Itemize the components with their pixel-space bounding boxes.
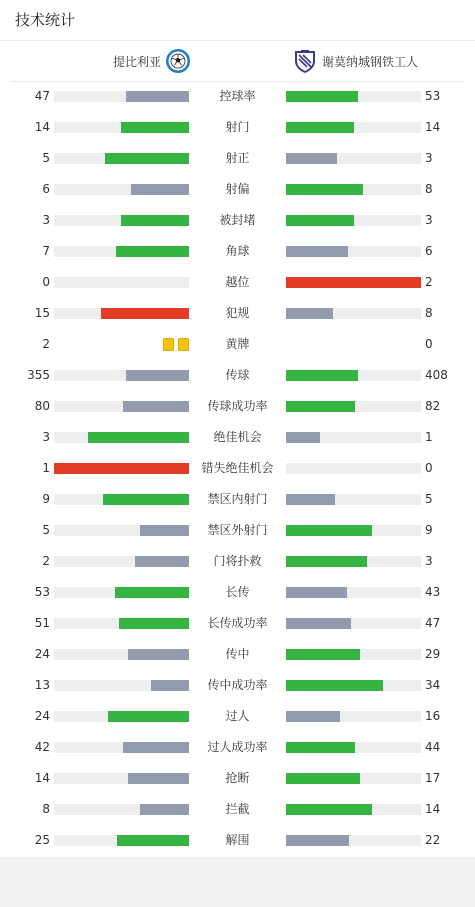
away-bar-track <box>286 277 421 288</box>
home-bar-track <box>54 463 189 474</box>
home-bar-fill <box>128 773 189 784</box>
away-bar-track <box>286 246 421 257</box>
stat-label: 过人成功率 <box>207 740 268 754</box>
home-value: 25 <box>34 833 50 847</box>
stats-list <box>0 81 475 856</box>
home-bar-track <box>54 525 189 536</box>
away-bar-fill <box>286 711 340 722</box>
stat-row <box>0 298 475 329</box>
stat-label: 长传 <box>225 585 250 599</box>
home-bar-fill <box>126 91 189 102</box>
stat-label: 拦截 <box>225 802 250 816</box>
away-value: 3 <box>425 151 433 165</box>
away-bar-track <box>286 494 421 505</box>
home-bar-fill <box>105 153 189 164</box>
home-value: 2 <box>42 337 50 351</box>
home-bar-track <box>54 122 189 133</box>
stat-label: 越位 <box>225 275 250 289</box>
away-value: 29 <box>425 647 441 661</box>
home-bar-track <box>54 215 189 226</box>
home-value: 80 <box>34 399 50 413</box>
stat-label: 黄牌 <box>225 337 250 351</box>
stat-row <box>0 391 475 422</box>
home-value: 5 <box>42 523 50 537</box>
home-bar-fill <box>121 215 189 226</box>
home-bar-fill <box>131 184 189 195</box>
away-bar-track <box>286 556 421 567</box>
stat-label: 射正 <box>225 151 250 165</box>
stat-row <box>0 81 475 112</box>
away-bar-track <box>286 587 421 598</box>
stat-label: 射门 <box>225 120 250 134</box>
away-value: 2 <box>425 275 433 289</box>
away-bar-fill <box>286 835 349 846</box>
home-bar-fill <box>108 711 189 722</box>
stat-row <box>0 360 475 391</box>
away-bar-fill <box>286 401 355 412</box>
away-bar-fill <box>286 432 320 443</box>
home-value: 15 <box>34 306 50 320</box>
home-bar-track <box>54 556 189 567</box>
home-bar-fill <box>115 587 189 598</box>
away-bar-fill <box>286 184 363 195</box>
home-bar-fill <box>119 618 189 629</box>
away-bar-track <box>286 742 421 753</box>
away-value: 8 <box>425 306 433 320</box>
stat-label: 抢断 <box>225 771 250 785</box>
stat-label: 禁区外射门 <box>207 523 268 537</box>
home-value: 53 <box>34 585 50 599</box>
home-value: 7 <box>42 244 50 258</box>
shield-crest-icon <box>292 48 318 74</box>
home-value: 51 <box>34 616 50 630</box>
teams-header <box>10 41 465 82</box>
stat-label: 长传成功率 <box>207 616 268 630</box>
home-bar-track <box>54 711 189 722</box>
away-bar-track <box>286 680 421 691</box>
stat-row <box>0 112 475 143</box>
stat-label: 传中 <box>225 647 250 661</box>
home-bar-track <box>54 308 189 319</box>
home-bar-fill <box>128 649 189 660</box>
away-value: 22 <box>425 833 441 847</box>
home-bar-track <box>54 680 189 691</box>
home-bar-fill <box>123 742 189 753</box>
away-bar-track <box>286 370 421 381</box>
stat-label: 角球 <box>225 244 250 258</box>
away-bar-track <box>286 649 421 660</box>
home-bar-fill <box>116 246 189 257</box>
home-bar-track <box>54 649 189 660</box>
stat-row <box>0 205 475 236</box>
home-value: 14 <box>34 120 50 134</box>
home-bar-track <box>54 835 189 846</box>
away-value: 408 <box>425 368 448 382</box>
home-bar-track <box>54 401 189 412</box>
home-bar-fill <box>135 556 189 567</box>
home-bar-fill <box>140 804 189 815</box>
away-team-name: 谢莫纳城钢铁工人 <box>322 54 419 69</box>
stat-label: 传中成功率 <box>207 678 268 692</box>
stat-row <box>0 670 475 701</box>
away-value: 9 <box>425 523 433 537</box>
stat-label: 门将扑救 <box>213 554 262 568</box>
yellow-card-icon <box>163 338 174 351</box>
away-bar-fill <box>286 680 383 691</box>
stat-label: 被封堵 <box>219 213 256 227</box>
away-value: 14 <box>425 802 441 816</box>
home-value: 42 <box>34 740 50 754</box>
away-bar-fill <box>286 370 358 381</box>
away-bar-track <box>286 91 421 102</box>
stat-row <box>0 701 475 732</box>
stat-row <box>0 546 475 577</box>
stat-row <box>0 143 475 174</box>
away-value: 34 <box>425 678 441 692</box>
home-value: 6 <box>42 182 50 196</box>
home-bar-fill <box>151 680 189 691</box>
away-value: 5 <box>425 492 433 506</box>
stat-row <box>0 794 475 825</box>
home-value: 3 <box>42 213 50 227</box>
away-bar-track <box>286 215 421 226</box>
home-bar-track <box>54 432 189 443</box>
home-bar-track <box>54 773 189 784</box>
home-bar-track <box>54 618 189 629</box>
away-bar-fill <box>286 277 421 288</box>
home-bar-fill <box>121 122 189 133</box>
stat-row <box>0 453 475 484</box>
home-value: 47 <box>34 89 50 103</box>
stat-row <box>0 329 475 360</box>
home-team[interactable] <box>113 48 191 74</box>
away-value: 47 <box>425 616 441 630</box>
away-bar-track <box>286 432 421 443</box>
home-bar-fill <box>103 494 189 505</box>
away-bar-track <box>286 153 421 164</box>
stat-row <box>0 515 475 546</box>
home-bar-track <box>54 277 189 288</box>
stat-label: 过人 <box>225 709 250 723</box>
home-value: 14 <box>34 771 50 785</box>
away-value: 14 <box>425 120 441 134</box>
away-bar-track <box>286 308 421 319</box>
away-bar-fill <box>286 91 358 102</box>
stat-row <box>0 763 475 794</box>
football-club-badge-icon <box>165 48 191 74</box>
stat-label: 射偏 <box>225 182 250 196</box>
away-bar-track <box>286 804 421 815</box>
home-value: 2 <box>42 554 50 568</box>
away-bar-fill <box>286 649 360 660</box>
away-bar-track <box>286 525 421 536</box>
away-bar-fill <box>286 773 360 784</box>
stat-label: 绝佳机会 <box>213 430 262 444</box>
away-value: 3 <box>425 554 433 568</box>
away-team[interactable] <box>292 48 418 74</box>
away-value: 16 <box>425 709 441 723</box>
away-bar-fill <box>286 308 333 319</box>
away-bar-track <box>286 401 421 412</box>
page-title: 技术统计 <box>15 11 76 29</box>
home-value: 0 <box>42 275 50 289</box>
home-value: 5 <box>42 151 50 165</box>
stat-label: 传球成功率 <box>207 399 268 413</box>
stat-label: 错失绝佳机会 <box>201 461 274 475</box>
yellow-card-icon <box>178 338 189 351</box>
home-team-name: 提比利亚 <box>112 54 161 69</box>
away-value: 0 <box>425 337 433 351</box>
stat-label: 解围 <box>225 833 250 847</box>
away-value: 17 <box>425 771 441 785</box>
stat-row <box>0 577 475 608</box>
home-value: 9 <box>42 492 50 506</box>
away-bar-fill <box>286 742 355 753</box>
away-bar-track <box>286 711 421 722</box>
stat-row <box>0 732 475 763</box>
away-value: 82 <box>425 399 441 413</box>
away-bar-fill <box>286 804 372 815</box>
away-bar-fill <box>286 153 337 164</box>
home-bar-fill <box>88 432 189 443</box>
away-value: 8 <box>425 182 433 196</box>
stat-label: 禁区内射门 <box>207 492 268 506</box>
home-bar-track <box>54 494 189 505</box>
home-bar-fill <box>126 370 189 381</box>
home-value: 24 <box>34 709 50 723</box>
stat-row <box>0 825 475 856</box>
away-value: 43 <box>425 585 441 599</box>
stat-label: 控球率 <box>219 89 256 103</box>
away-bar-fill <box>286 122 354 133</box>
away-bar-fill <box>286 556 367 567</box>
home-bar-track <box>54 370 189 381</box>
away-value: 0 <box>425 461 433 475</box>
stat-row <box>0 267 475 298</box>
home-bar-track <box>54 587 189 598</box>
home-value: 13 <box>34 678 50 692</box>
home-bar-track <box>54 246 189 257</box>
away-bar-fill <box>286 618 351 629</box>
home-value: 1 <box>42 461 50 475</box>
stat-row <box>0 608 475 639</box>
stat-row <box>0 236 475 267</box>
away-bar-track <box>286 463 421 474</box>
home-bar-track <box>54 153 189 164</box>
away-bar-track <box>286 122 421 133</box>
home-bar-fill <box>54 463 189 474</box>
away-value: 6 <box>425 244 433 258</box>
away-bar-fill <box>286 215 354 226</box>
away-value: 1 <box>425 430 433 444</box>
away-bar-fill <box>286 246 348 257</box>
home-bar-track <box>54 804 189 815</box>
stat-row <box>0 639 475 670</box>
home-value: 8 <box>42 802 50 816</box>
stat-label: 传球 <box>225 368 250 382</box>
away-bar-fill <box>286 587 347 598</box>
home-value: 355 <box>27 368 50 382</box>
away-value: 53 <box>425 89 441 103</box>
home-value: 3 <box>42 430 50 444</box>
away-bar-track <box>286 773 421 784</box>
away-bar-track <box>286 184 421 195</box>
away-bar-fill <box>286 494 335 505</box>
home-bar-track <box>54 91 189 102</box>
away-bar-track <box>286 618 421 629</box>
away-bar-track <box>286 835 421 846</box>
home-bar-fill <box>117 835 189 846</box>
away-value: 3 <box>425 213 433 227</box>
stat-row <box>0 174 475 205</box>
home-value: 24 <box>34 647 50 661</box>
home-bar-fill <box>140 525 189 536</box>
home-bar-fill <box>101 308 189 319</box>
home-bar-fill <box>123 401 189 412</box>
away-bar-fill <box>286 525 372 536</box>
away-value: 44 <box>425 740 441 754</box>
stat-label: 犯规 <box>225 306 250 320</box>
home-bar-track <box>54 184 189 195</box>
stat-row <box>0 484 475 515</box>
home-yellow-cards <box>163 338 189 351</box>
stat-row <box>0 422 475 453</box>
home-bar-track <box>54 742 189 753</box>
